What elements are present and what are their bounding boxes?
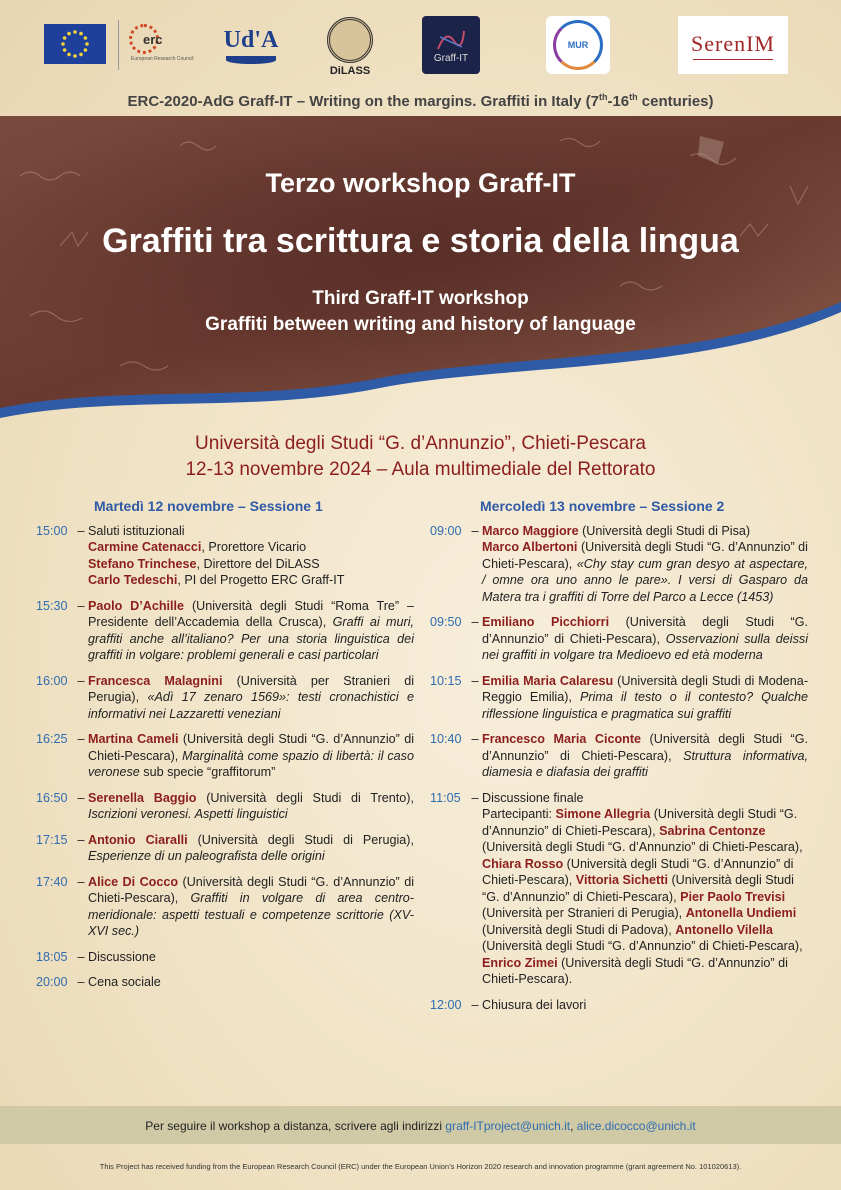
dilass-logo [322, 16, 378, 78]
program-entry: 09:00 – Marco Maggiore (Università degli Studi di Pisa) Marco Albertoni (Università degli Studi “G. d’Annunzio” di Chieti-Pescara), «Chy stay cum gran desyo at aspectare, / omne ora uno anno le pare». I versi di Gasparo da Matera tra i graffiti di Torre del Parco a Lecce (1453) [430, 523, 808, 604]
speaker-name: Chiara Rosso [482, 856, 564, 871]
day1-column [36, 498, 414, 1000]
speaker-affiliation: (Università degli Studi “G. d’Annunzio” di Chieti-Pescara). [482, 955, 788, 986]
graffit-logo-text: Graff-IT [433, 52, 469, 64]
entry-time: 20:00 [36, 975, 68, 989]
venue-line: Università degli Studi “G. d’Annunzio”, Chieti-Pescara [195, 433, 646, 454]
entry-body [88, 598, 414, 664]
program-entry: 10:40 – Francesco Maria Ciconte (Università degli Studi “G. d’Annunzio” di Chieti-Pescara), Struttura informativa, diamesia e diafasia dei graffiti [430, 732, 809, 779]
workshop-subtitle-en: Graffiti between writing and history of language [205, 314, 636, 335]
entry-body [88, 790, 414, 823]
entry-body [88, 874, 414, 940]
email-link-project[interactable]: graff-ITproject@unich.it [445, 1119, 571, 1133]
entry-time: 10:15 [430, 673, 462, 688]
entry-text: Discussione finale [482, 790, 584, 805]
entry-time: 09:50 [430, 615, 462, 629]
speaker-name: Serenella Baggio [88, 790, 197, 805]
speaker-role: , Direttore del DiLASS [196, 556, 320, 571]
entry-time: 16:25 [36, 732, 68, 746]
serenim-underline [693, 59, 773, 60]
speaker-name: Francesco Maria Ciconte [482, 732, 642, 746]
eu-flag-logo [44, 24, 106, 64]
speaker-affiliation: (Università degli Studi di Pisa) [578, 523, 751, 538]
serenim-logo [678, 16, 788, 74]
talk-title: Esperienze di un paleografista delle origini [88, 849, 325, 863]
banner [0, 116, 841, 436]
program-entry: 15:00 – Saluti istituzionali Carmine Catenacci, Prorettore Vicario Stefano Trinchese, Direttore del DiLASS Carlo Tedeschi, PI del Progetto ERC Graff-IT [36, 523, 414, 589]
speaker-affiliation: (Università degli Studi di Modena-Reggio Emilia), [482, 673, 809, 704]
program-entry: 16:00 – Francesca Malagnini (Università per Stranieri di Perugia), «Adì 17 zenaro 1569»: testi cronachistici e informativi nei Lazzaretti veneziani [36, 673, 415, 721]
speaker-name: Emilia Maria Calaresu [482, 673, 614, 688]
entry-time: 18:05 [36, 949, 68, 964]
dilass-logo-text: DiLASS [329, 65, 371, 77]
project-title-part: ERC-2020-AdG Graff-IT – Writing on the margins. Graffiti in Italy (7 [127, 93, 599, 110]
remote-info [0, 1119, 841, 1133]
talk-title: Marginalità come spazio di libertà: il caso veronese [88, 748, 414, 779]
speaker-name: Emiliano Picchiorri [482, 615, 610, 629]
entry-time: 10:40 [430, 732, 462, 746]
entry-body [482, 614, 808, 664]
entry-time: 11:05 [430, 790, 461, 805]
day2-column [430, 498, 808, 1022]
mur-logo-text: MUR [567, 40, 589, 50]
email-link-contact[interactable]: alice.dicocco@unich.it [576, 1119, 696, 1133]
email-separator: , [570, 1119, 577, 1133]
speaker-affiliation: (Università degli Studi “G. d’Annunzio” di Chieti-Pescara), [482, 732, 809, 763]
entry-text: Saluti istituzionali [88, 523, 185, 538]
program-entry: 11:05 – Discussione finale Partecipanti: Simone Allegria (Università degli Studi “G. d’Annunzio” di Chieti-Pescara), Sabrina Centonze (Università degli Studi “G. d’Annunzio” di Chieti-Pescara), Chiara Rosso (Università degli Studi “G. d’Annunzio” di Chieti-Pescara), Vittoria Sichetti (Università degli Studi “G. d’Annunzio” di Chieti-Pescara), Pier Paolo Trevisi (Università per Stranieri di Perugia), Antonella Undiemi (Università degli Studi di Padova), Antonello Vilella (Università degli Studi “G. d’Annunzio” di Chieti-Pescara), Enrico Zimei (Università degli Studi “G. d’Annunzio” di Chieti-Pescara). [430, 790, 808, 988]
logo-bar [0, 14, 841, 82]
uda-logo-base [226, 56, 276, 64]
speaker-affiliation: (Università degli Studi “Roma Tre” – Presidente dell’Accademia della Crusca), [88, 598, 414, 629]
entry-time: 17:15 [36, 832, 68, 847]
speaker-name: Stefano Trinchese [88, 556, 197, 571]
entry-body [88, 832, 414, 865]
speaker-affiliation: (Università degli Studi di Padova), [482, 922, 676, 937]
project-title [0, 92, 841, 110]
speaker-name: Antonio Ciaralli [88, 832, 188, 847]
program-entry: 17:15 – Antonio Ciaralli (Università degli Studi di Perugia), Esperienze di un paleografista delle origini [36, 832, 414, 863]
serenim-logo-text: SerenIM [691, 30, 775, 56]
speaker-affiliation: (Università degli Studi “G. d’Annunzio” di Chieti-Pescara), [88, 874, 414, 905]
uda-logo-text: Ud'A [223, 26, 279, 53]
project-title-sup: th [598, 92, 608, 102]
entry-time: 12:00 [430, 997, 462, 1012]
entry-body [88, 731, 414, 781]
entry-time: 09:00 [430, 523, 462, 538]
speaker-name: Martina Cameli [88, 732, 179, 746]
project-title-part: centuries) [637, 93, 714, 110]
program-entry: 16:50 – Serenella Baggio (Università degli Studi di Trento), Iscrizioni veronesi. Aspetti linguistici [36, 790, 414, 821]
talk-title-tail: sub specie “graffitorum” [139, 765, 276, 779]
speaker-role: , Prorettore Vicario [201, 540, 307, 554]
erc-logo [118, 20, 209, 70]
workshop-title-it: Terzo workshop Graff-IT [265, 168, 576, 198]
workshop-subtitle-it: Graffiti tra scrittura e storia della lingua [102, 222, 739, 260]
talk-title: Prima il testo o il contesto? Qualche riflessione linguistica e pragmatica sui graffiti [482, 690, 809, 721]
speaker-affiliation: (Università per Stranieri di Perugia), [482, 906, 686, 920]
project-title-sup: th [629, 92, 638, 102]
erc-logo-subtext: European Research Council [131, 56, 194, 62]
date-line: 12-13 novembre 2024 – Aula multimediale del Rettorato [185, 459, 656, 480]
mur-ring-icon [553, 20, 603, 70]
speaker-affiliation: (Università degli Studi “G. d’Annunzio” di Chieti-Pescara), [482, 939, 803, 953]
talk-title: «Adì 17 zenaro 1569»: testi cronachistici e informativi nei Lazzaretti veneziani [88, 690, 414, 721]
participants-label: Partecipanti: [482, 807, 556, 821]
speaker-name: Antonello Vilella [675, 922, 773, 937]
talk-title: «Chy stay cum gran desyo at aspectare, / omne ora uno anno le pare». I versi di Gasparo da Matera tra i graffiti di Torre del Parco a Lecce (1453) [482, 556, 808, 604]
day2-heading: Mercoledì 13 novembre – Sessione 2 [480, 498, 725, 514]
entry-time: 15:30 [36, 598, 68, 613]
banner-background [0, 116, 841, 436]
speaker-name: Simone Allegria [555, 807, 651, 821]
program-entry: 15:30 – Paolo D’Achille (Università degli Studi “Roma Tre” – Presidente dell’Accademia della Crusca), Graffi ai muri, graffiti anche all’italiano? Per una storia linguistica dei graffiti in volgare: problemi generali e casi particolari [36, 598, 414, 662]
talk-title: Iscrizioni veronesi. Aspetti linguistici [88, 807, 288, 821]
entry-body [88, 673, 414, 723]
entry-time: 16:00 [36, 673, 68, 688]
talk-title: Osservazioni sulla deissi nei graffiti in volgare tra Medioevo ed età moderna [482, 631, 808, 662]
entry-time: 16:50 [36, 790, 68, 805]
speaker-affiliation: (Università degli Studi di Perugia), [187, 832, 414, 847]
speaker-name: Marco Albertoni [482, 540, 578, 554]
program-entry: 12:00 – Chiusura dei lavori [430, 997, 808, 1014]
graffit-logo [422, 16, 480, 74]
workshop-title-en: Third Graff-IT workshop [312, 288, 529, 309]
speaker-name: Pier Paolo Trevisi [680, 889, 786, 904]
speaker-affiliation: (Università degli Studi “G. d’Annunzio” di Chieti-Pescara), [482, 856, 794, 887]
entry-body: Discussione [88, 949, 156, 964]
speaker-name: Vittoria Sichetti [575, 873, 668, 887]
entry-time: 17:40 [36, 874, 68, 889]
speaker-affiliation: (Università degli Studi “G. d’Annunzio” di Chieti-Pescara), [482, 840, 803, 854]
graffit-scribble-icon [436, 27, 466, 53]
speaker-affiliation: (Università degli Studi “G. d’Annunzio” di Chieti-Pescara), [482, 540, 808, 571]
project-title-part: -16 [607, 93, 630, 110]
speaker-affiliation: (Università degli Studi “G. d’Annunzio” di Chieti-Pescara), [482, 873, 794, 904]
program-entry: 16:25 – Martina Cameli (Università degli Studi “G. d’Annunzio” di Chieti-Pescara), Marginalità come spazio di libertà: il caso veronese sub specie “graffitorum” [36, 732, 414, 779]
entry-body [482, 790, 808, 988]
speaker-role: , PI del Progetto ERC Graff-IT [177, 573, 345, 587]
speaker-affiliation: (Università degli Studi “G. d’Annunzio” di Chieti-Pescara), [482, 615, 809, 646]
entry-body: Chiusura dei lavori [482, 997, 587, 1012]
speaker-name: Marco Maggiore [482, 523, 579, 538]
speaker-affiliation: (Università degli Studi “G. d’Annunzio” di Chieti-Pescara), [88, 732, 414, 763]
entry-body [482, 731, 808, 781]
funding-note: This Project has received funding from the European Research Council (ERC) under the European Union’s Horizon 2020 research and innovation programme (grant agreement No. 101020613). [99, 1162, 742, 1171]
remote-info-text: Per seguire il workshop a distanza, scrivere agli indirizzi [145, 1119, 446, 1133]
speaker-affiliation: (Università degli Studi “G. d’Annunzio” di Chieti-Pescara), [482, 807, 798, 838]
talk-title: Graffi ai muri, graffiti anche all’italiano? Per una storia linguistica dei graffiti in volgare: problemi generali e casi particolari [88, 615, 414, 662]
program-entry: 10:15 – Emilia Maria Calaresu (Università degli Studi di Modena-Reggio Emilia), Prima il testo o il contesto? Qualche riflessione linguistica e pragmatica sui graffiti [430, 673, 809, 721]
program-entry: 18:05 – Discussione [36, 949, 414, 966]
day1-heading: Martedì 12 novembre – Sessione 1 [94, 498, 323, 514]
speaker-name: Carmine Catenacci [88, 540, 202, 554]
dilass-seal-icon [327, 17, 373, 63]
program-entry: 09:50 – Emiliano Picchiorri (Università degli Studi “G. d’Annunzio” di Chieti-Pescara), Osservazioni sulla deissi nei graffiti in volgare tra Medioevo ed età moderna [430, 615, 809, 662]
talk-title: Graffiti in volgare di area centro-meridionale: aspetti testuali e competenze scrittorie (XV-XVI sec.) [88, 891, 414, 938]
speaker-name: Alice Di Cocco [88, 874, 179, 889]
program-entry: 20:00 – Cena sociale [36, 974, 414, 991]
speaker-name: Carlo Tedeschi [88, 573, 178, 587]
mur-logo [546, 16, 610, 74]
speaker-name: Sabrina Centonze [659, 823, 766, 838]
speaker-affiliation: (Università per Stranieri di Perugia), [88, 673, 415, 704]
program-entry: 17:40 – Alice Di Cocco (Università degli Studi “G. d’Annunzio” di Chieti-Pescara), Graffiti in volgare di area centro-meridionale: aspetti testuali e competenze scrittorie (XV-XVI sec.) [36, 874, 414, 938]
entry-body: Cena sociale [88, 975, 161, 989]
speaker-name: Francesca Malagnini [88, 673, 223, 688]
speaker-name: Antonella Undiemi [685, 906, 797, 920]
speaker-name: Enrico Zimei [482, 955, 558, 970]
entry-body [88, 523, 414, 589]
entry-body [482, 673, 808, 723]
eu-stars-icon [55, 28, 95, 60]
speaker-affiliation: (Università degli Studi di Trento), [196, 790, 414, 805]
uda-logo [222, 18, 280, 72]
erc-logo-text: erc [143, 32, 163, 47]
entry-body [482, 523, 808, 606]
speaker-name: Paolo D’Achille [88, 598, 185, 613]
talk-title: Struttura informativa, diamesia e diafasia dei graffiti [482, 748, 808, 779]
entry-time: 15:00 [36, 523, 68, 538]
